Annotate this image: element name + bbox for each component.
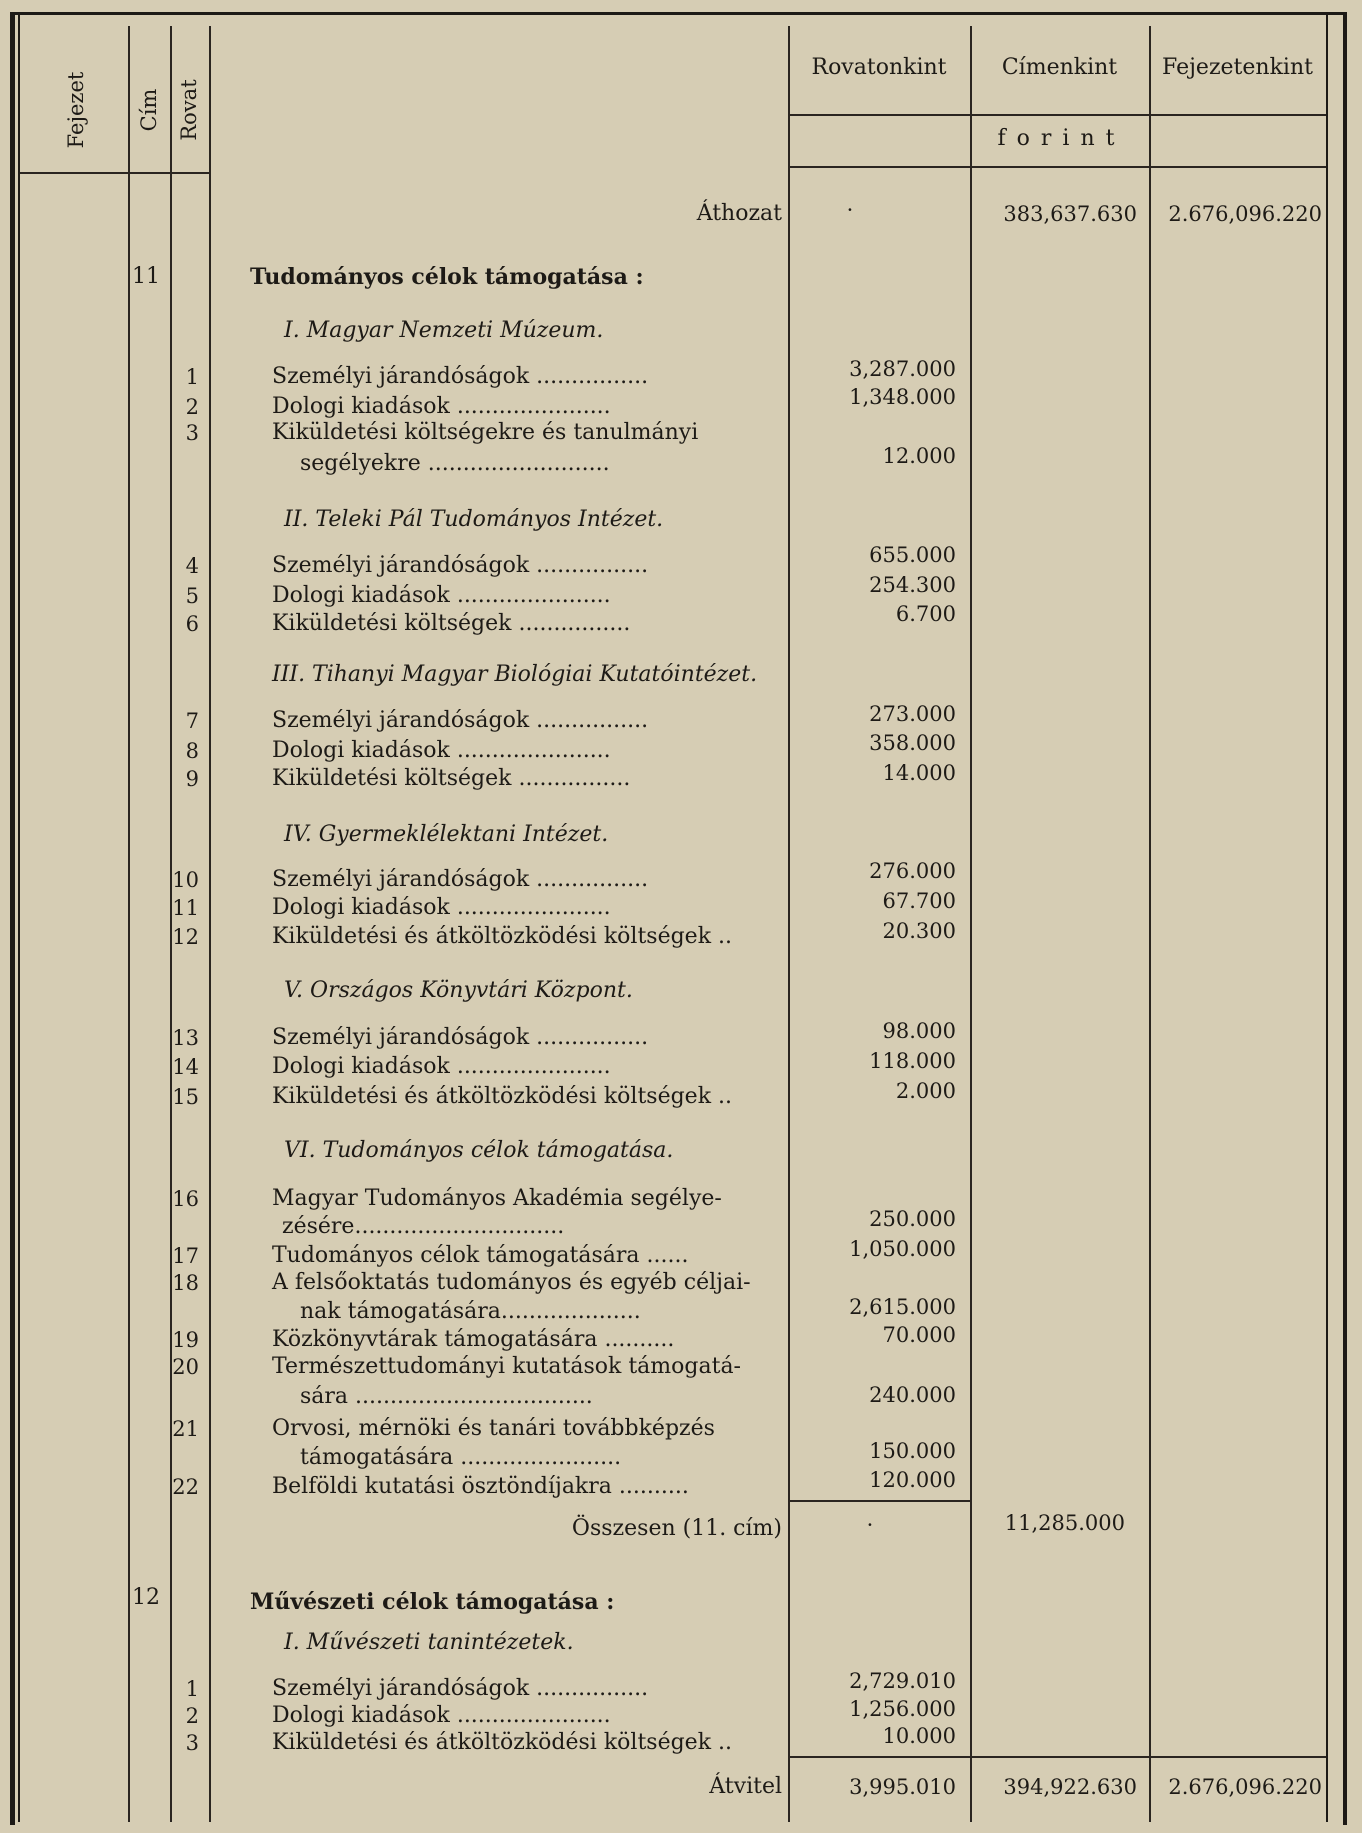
row-no: 20 [172,1355,199,1379]
row-label-cont: segélyekre .......................... [300,451,610,476]
row-value: 2.000 [895,1079,956,1103]
row-label: Dologi kiadások ...................... [272,583,611,608]
header-fejezet: Fejezet [64,71,88,149]
row-no: 5 [185,584,199,608]
row-no: 10 [172,868,199,892]
row-label: Kiküldetési és átköltözködési költségek .. [272,924,733,949]
row-no: 17 [172,1244,199,1268]
header-fejezetenkint: Fejezetenkint [1162,55,1313,80]
carry-in-fejezetenkint: 2.676,096.220 [1168,202,1322,226]
row-value: 67.700 [882,889,956,913]
carry-out-label: Átvitel [709,1774,782,1799]
row-label: Kiküldetési és átköltözködési költségek .. [272,1730,733,1755]
row-label: Dologi kiadások ...................... [272,1703,611,1728]
subtotal-11-label: Összesen (11. cím) [571,1516,782,1541]
row-no: 7 [185,709,199,733]
section-5-heading: V. Országos Könyvtári Központ. [284,978,633,1003]
header-bottom-rule-right [788,166,1326,168]
row-no: 12 [172,925,199,949]
row-label: Személyi járandóságok ................ [272,1676,649,1701]
row-label: Belföldi kutatási ösztöndíjakra .......... [272,1474,689,1499]
row-no: 6 [185,612,199,636]
row-label: A felsőoktatás tudományos és egyéb céljai- [272,1270,751,1295]
row-label: Személyi járandóságok ................ [272,867,649,892]
row-label: Dologi kiadások ...................... [272,394,611,419]
frame-line-right [1326,14,1328,1822]
divider-fejezet-cim [128,26,130,1822]
section-6-heading: VI. Tudományos célok támogatása. [284,1138,674,1163]
row-label: Személyi járandóságok ................ [272,364,649,389]
row-value: 1,348.000 [849,385,956,409]
row-label: Természettudományi kutatások támogatá- [272,1354,741,1379]
row-no: 18 [172,1271,199,1295]
row-label-cont: támogatására ....................... [300,1445,622,1470]
divider-cimenkint-fejezetenkint [1149,26,1151,1822]
row-no: 2 [185,1704,199,1728]
row-value: 10.000 [882,1724,956,1748]
row-label: Személyi járandóságok ................ [272,1025,649,1050]
row-label: Kiküldetési költségekre és tanulmányi [272,420,699,445]
row-no: 11 [172,896,199,920]
header-rovatonkint: Rovatonkint [811,55,947,80]
row-value: 1,256.000 [849,1697,956,1721]
row-label: Dologi kiadások ...................... [272,1054,611,1079]
section-2-heading: II. Teleki Pál Tudományos Intézet. [284,507,664,532]
row-no: 14 [172,1055,199,1079]
divider-text-rovatonkint [788,26,790,1822]
cim-11: 11 [132,264,160,289]
row-no: 21 [172,1417,199,1441]
subtotal-11-cimenkint: 11,285.000 [1004,1511,1125,1535]
subtotal-rule [790,1500,970,1502]
row-no: 2 [185,395,199,419]
carry-out-rule [790,1756,1326,1758]
carry-out-cimenkint: 394,922.630 [1003,1775,1137,1799]
row-value: 120.000 [869,1468,956,1492]
row-no: 3 [185,421,199,445]
row-value: 14.000 [882,761,956,785]
row-value: 20.300 [882,919,956,943]
header-unit: f o r i n t [997,126,1117,151]
row-label: Tudományos célok támogatására ...... [272,1243,689,1268]
row-label: Kiküldetési költségek ................ [272,611,631,636]
divider-rovat-text [209,26,211,1822]
divider-rovatonkint-cimenkint [970,26,972,1822]
row-no: 1 [185,365,199,389]
section-4-heading: IV. Gyermeklélektani Intézet. [284,822,609,847]
title-11-label: Tudományos célok támogatása : [250,264,644,290]
header-bottom-rule-left [20,172,209,174]
row-no: 4 [185,554,199,578]
carry-in-rovatonkint: · [846,198,854,222]
row-value: 254.300 [869,573,956,597]
row-label: Személyi járandóságok ................ [272,708,649,733]
row-value: 276.000 [869,859,956,883]
row-value: 2,615.000 [849,1295,956,1319]
section-1-heading: I. Magyar Nemzeti Múzeum. [284,318,604,343]
row-no: 3 [185,1731,199,1755]
row-no: 8 [185,739,199,763]
title-12-label: Művészeti célok támogatása : [250,1589,615,1615]
row-value: 118.000 [869,1049,956,1073]
section-3-heading: III. Tihanyi Magyar Biológiai Kutatóintézet. [272,662,758,687]
row-value: 6.700 [895,602,956,626]
row-value: 12.000 [882,444,956,468]
carry-in-label: Áthozat [696,201,782,226]
carry-out-fejezetenkint: 2.676,096.220 [1168,1775,1322,1799]
row-value: 250.000 [869,1207,956,1231]
row-no: 16 [172,1187,199,1211]
row-value: 2,729.010 [849,1669,956,1693]
row-value: 273.000 [869,702,956,726]
header-cimenkint: Címenkint [1001,55,1118,80]
row-label: Személyi járandóságok ................ [272,553,649,578]
row-label: Közkönyvtárak támogatására .......... [272,1327,675,1352]
row-value: 240.000 [869,1383,956,1407]
row-value: 98.000 [882,1019,956,1043]
row-value: 358.000 [869,731,956,755]
row-no: 1 [185,1677,199,1701]
row-label: Dologi kiadások ...................... [272,895,611,920]
row-label: Magyar Tudományos Akadémia segélye- [272,1186,722,1211]
carry-out-rovatonkint: 3,995.010 [849,1775,956,1799]
cim-12: 12 [132,1585,160,1610]
row-value: 150.000 [869,1439,956,1463]
subtotal-11-rovatonkint: · [866,1513,874,1537]
row-no: 22 [172,1475,199,1499]
row-label: Kiküldetési költségek ................ [272,766,631,791]
row-no: 19 [172,1328,199,1352]
row-label: Kiküldetési és átköltözködési költségek .. [272,1084,733,1109]
row-no: 15 [172,1085,199,1109]
frame-line-left [18,14,20,1822]
row-value: 70.000 [882,1323,956,1347]
row-label-cont: sára .................................. [300,1384,593,1409]
row-label-cont: zésére.............................. [282,1214,565,1239]
header-cim: Cím [137,88,161,132]
section-12-heading: I. Művészeti tanintézetek. [284,1630,574,1655]
row-label-cont: nak támogatására.................... [300,1299,641,1324]
row-label: Dologi kiadások ...................... [272,738,611,763]
header-unit-rule [788,114,1326,116]
row-no: 13 [172,1026,199,1050]
row-value: 655.000 [869,543,956,567]
row-no: 9 [185,767,199,791]
header-rovat: Rovat [177,79,201,141]
row-value: 3,287.000 [849,357,956,381]
carry-in-cimenkint: 383,637.630 [1003,202,1137,226]
row-value: 1,050.000 [849,1237,956,1261]
row-label: Orvosi, mérnöki és tanári továbbképzés [272,1416,715,1441]
